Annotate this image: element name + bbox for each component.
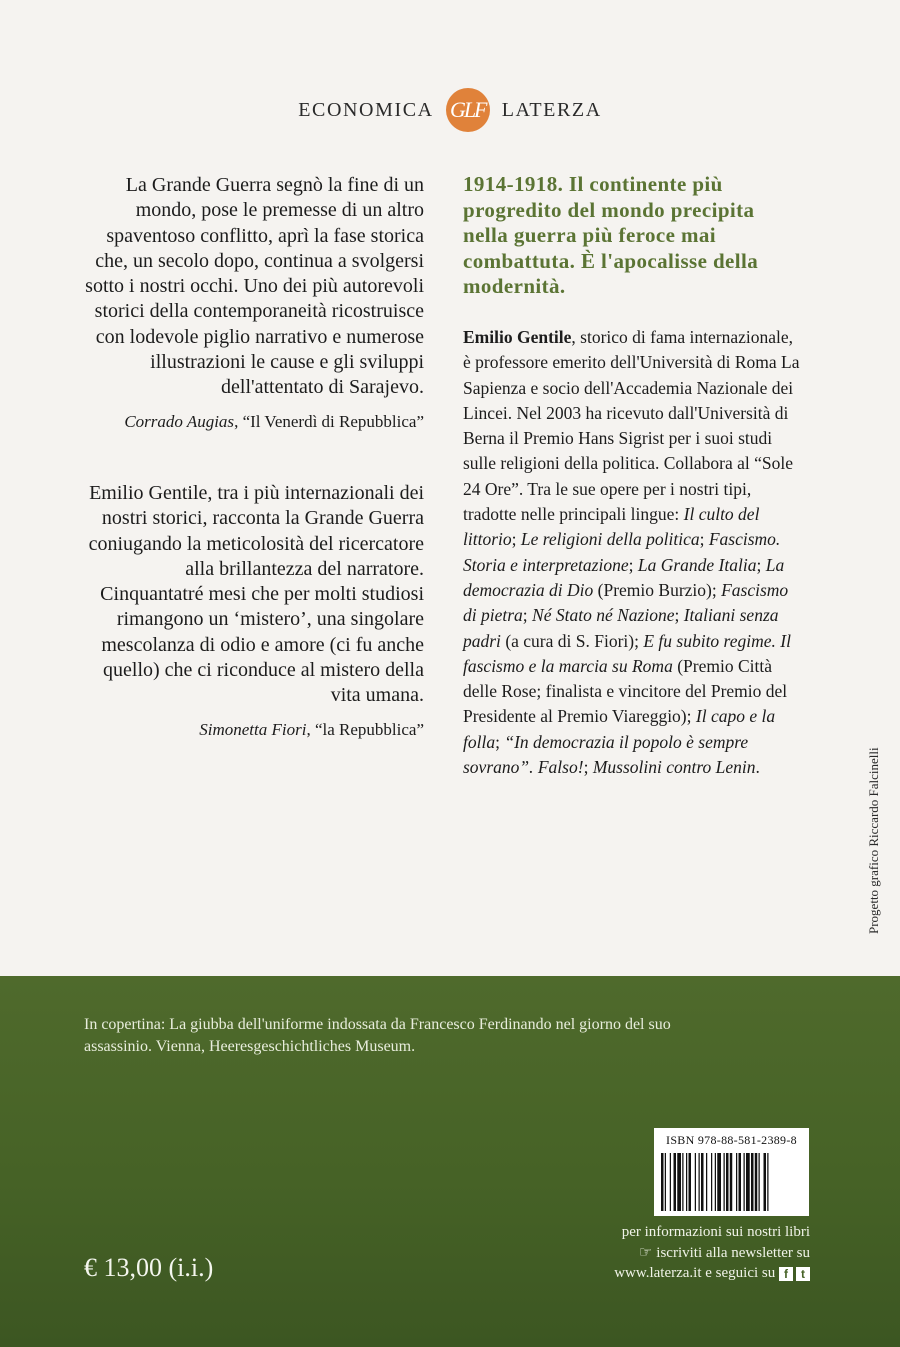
publisher-logo: GLF [446, 88, 490, 132]
review-quote-1-author: Corrado Augias [124, 411, 235, 431]
pointing-hand-icon: ☞ [638, 1243, 653, 1261]
book-title: Né Stato né Nazione [532, 605, 675, 626]
barcode-bar [689, 1153, 692, 1211]
barcode-bar [674, 1153, 677, 1211]
book-title: La democrazia di Dio [463, 554, 785, 600]
author-bio [463, 325, 803, 780]
barcode-bar [717, 1153, 721, 1211]
book-title: Le religioni della politica [520, 529, 700, 550]
review-quote-2 [84, 481, 424, 742]
series-name: ECONOMICA [298, 98, 434, 121]
review-quote-1-source: , “Il Venerdì di Repubblica” [234, 411, 424, 431]
barcode-bar [699, 1153, 700, 1211]
barcode-bar [746, 1153, 750, 1211]
book-title: Fascismo di pietra [463, 579, 789, 626]
bio-note: (Premio Città delle Rose; finalista e vincitore del Premio del Presidente al Premio Viareggio); [463, 655, 788, 727]
bio-end: . [755, 757, 760, 778]
cover-caption: In copertina: La giubba dell'uniforme indossata da Francesco Ferdinando nel giorno del suo assassinio. Vienna, Heeresgeschichtliches Museum. [84, 1016, 671, 1055]
barcode-bar [715, 1153, 716, 1211]
barcode-bar [764, 1153, 767, 1211]
barcode-bar [751, 1153, 754, 1211]
bio-separator: ; [511, 529, 521, 550]
bio-separator: ; [756, 554, 766, 575]
price: € 13,00 (i.i.) [84, 1253, 214, 1282]
book-title: “In democrazia il popolo è sempre sovrano”. Falso! [463, 731, 749, 778]
bio-separator: ; [699, 529, 709, 550]
info-line-2-text: iscriviti alla newsletter su [656, 1245, 810, 1261]
website-link[interactable]: www.laterza.it e seguici su [614, 1265, 776, 1281]
barcode-bar [677, 1153, 681, 1211]
bio-note: (a cura di S. Fiori); [500, 630, 644, 651]
barcode-bar [670, 1153, 671, 1211]
bio-separator: ; [628, 554, 638, 575]
barcode-bar [665, 1153, 666, 1211]
book-title: Italiani senza padri [463, 605, 779, 651]
author-name: Emilio Gentile [463, 327, 572, 347]
barcode-bar [767, 1153, 768, 1211]
barcode-bar [759, 1153, 760, 1211]
review-quote-1-text: La Grande Guerra segnò la fine di un mondo, pose le premesse di un altro spaventoso conflitto, aprì la fase storica che, un secolo dopo, continua a svolgersi sotto i nostri occhi. Uno dei più autorevoli storici della contemporaneità ricostruisce con lodevole piglio narrativo e numerose illustrazioni le cause e gli sviluppi dell'attentato di Sarajevo. [85, 174, 424, 399]
review-quote-2-attribution [84, 717, 424, 742]
barcode-bar [695, 1153, 696, 1211]
barcode-bar [661, 1153, 664, 1211]
barcode-bar [701, 1153, 704, 1211]
bio-separator: ; [674, 605, 684, 626]
bio-separator: ; [583, 757, 593, 778]
bio-separator: ; [522, 605, 533, 626]
barcode-bar [682, 1153, 683, 1211]
book-title: Il capo e la folla [463, 706, 776, 752]
review-quote-2-author: Simonetta Fiori [199, 719, 307, 739]
bio-separator: ; [495, 731, 505, 752]
review-quote-2-text: Emilio Gentile, tra i più internazionali dei nostri storici, racconta la Grande Guerra coniugando la meticolosità del ricercatore alla brillantezza del narratore. Cinquantatré mesi che per molti studiosi rimangono un ‘mistero’, una singolare mescolanza di odio e amore (ci fu anche quello) che ci riconduce al mistero della vita umana. [88, 482, 424, 707]
back-cover-bottom [0, 976, 900, 1347]
publisher-header [0, 88, 900, 132]
barcode-bar [736, 1153, 737, 1211]
barcode-bar [744, 1153, 745, 1211]
twitter-icon[interactable]: t [796, 1267, 810, 1281]
review-quote-1 [84, 173, 424, 434]
newsletter-info [560, 1222, 810, 1283]
barcode [661, 1153, 802, 1211]
barcode-bar [706, 1153, 707, 1211]
bio-note: (Premio Burzio); [593, 579, 722, 600]
barcode-bar [711, 1153, 712, 1211]
barcode-bar [724, 1153, 725, 1211]
bio-intro: , storico di fama internazionale, è professore emerito dell'Università di Roma La Sapienza e socio dell'Accademia Nazionale dei Lincei. Nel 2003 ha ricevuto dall'Università di Berna il Premio Hans Sigrist per i suoi studi sulle religioni della politica. Collabora al “Sole 24 Ore”. Tra le sue opere per i nostri tipi, tradotte nelle principali lingue: [463, 327, 800, 525]
info-line-2 [560, 1242, 810, 1263]
review-quote-1-attribution [84, 409, 424, 434]
publisher-name: LATERZA [501, 98, 602, 121]
isbn-number: ISBN 978-88-581-2389-8 [666, 1133, 797, 1147]
book-title: Il culto del littorio [463, 504, 760, 550]
info-line-3 [560, 1263, 810, 1283]
book-title: La Grande Italia [637, 554, 757, 575]
design-credit: Progetto grafico Riccardo Falcinelli [866, 747, 881, 934]
info-line-1: per informazioni sui nostri libri [621, 1224, 810, 1240]
barcode-bar [726, 1153, 729, 1211]
barcode-bar [730, 1153, 733, 1211]
book-title: Mussolini contro Lenin [592, 757, 756, 778]
headline: 1914-1918. Il continente più progredito del mondo precipita nella guerra più feroce mai combattuta. È l'apocalisse della modernità. [463, 172, 759, 298]
barcode-bar [739, 1153, 742, 1211]
isbn-barcode-box [654, 1128, 809, 1216]
book-title: E fu subito regime. Il fascismo e la marcia su Roma [463, 630, 791, 676]
barcode-bar [755, 1153, 758, 1211]
facebook-icon[interactable]: f [779, 1267, 793, 1281]
book-title: Fascismo. Storia e interpretazione [463, 529, 781, 575]
barcode-bar [686, 1153, 687, 1211]
review-quote-2-source: , “la Repubblica” [306, 719, 424, 739]
